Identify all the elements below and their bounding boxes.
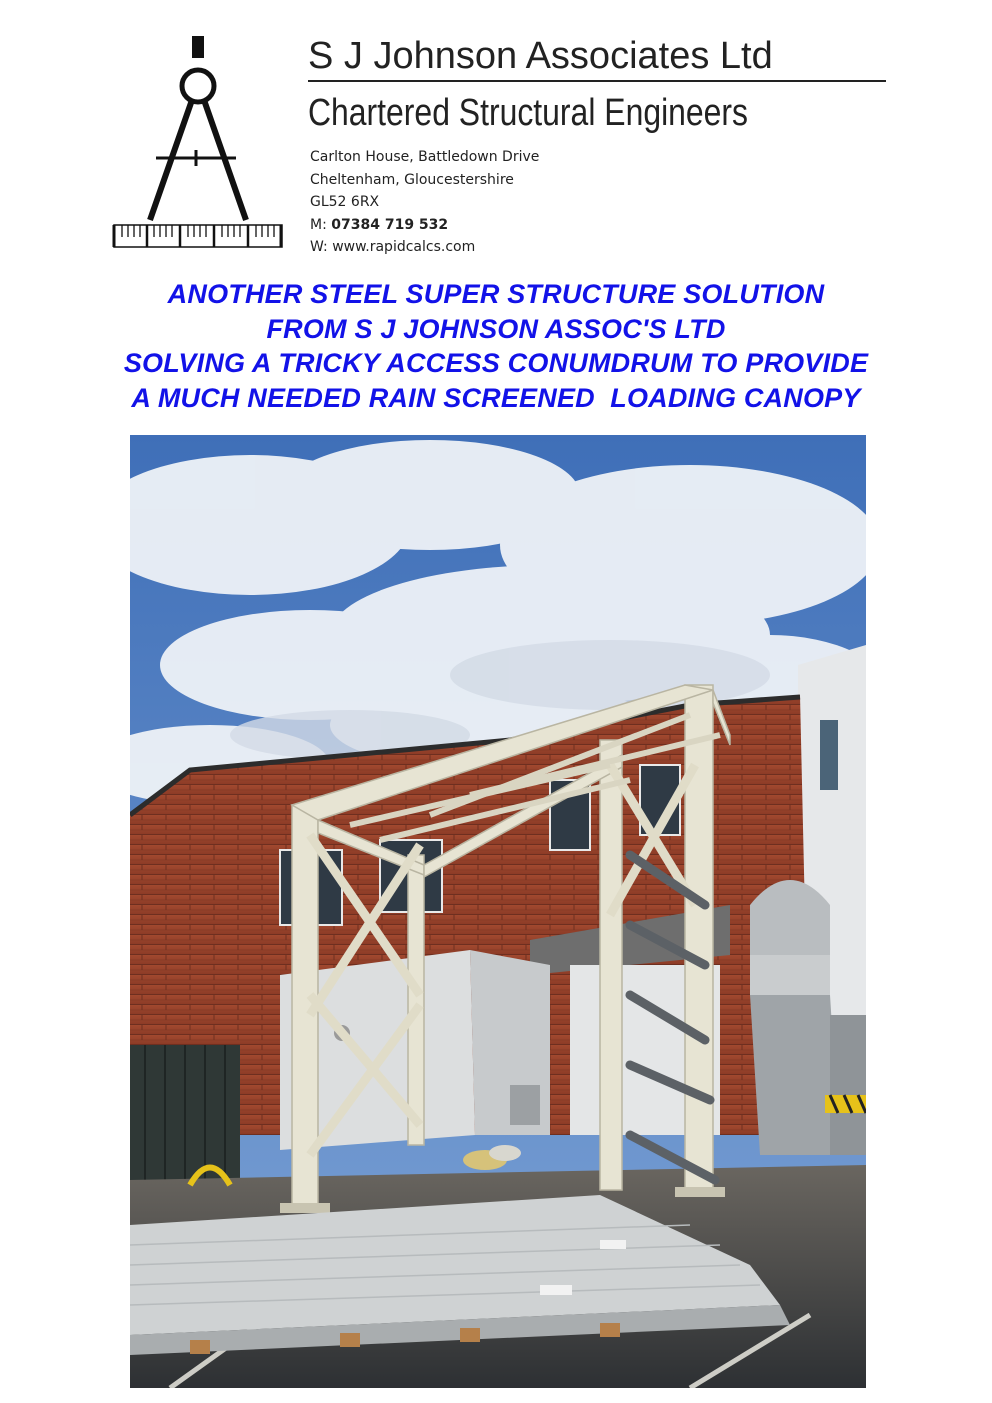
address-line-3: GL52 6RX [310, 194, 380, 210]
company-logo [108, 32, 288, 252]
compass-ruler-icon [108, 32, 288, 252]
steel-canopy-frame-photo-icon [130, 435, 866, 1388]
address-line-2: Cheltenham, Gloucestershire [310, 171, 514, 188]
headline-line-2: FROM S J JOHNSON ASSOC'S LTD [266, 313, 726, 344]
canopy-photo [130, 435, 866, 1388]
website-link[interactable]: www.rapidcalcs.com [332, 239, 476, 255]
website-label: W: [310, 239, 328, 255]
contact-block [310, 146, 539, 259]
headline-line-4: A MUCH NEEDED RAIN SCREENED LOADING CANOPY [131, 382, 861, 413]
website-line [310, 236, 539, 259]
mobile-label: M: [310, 216, 327, 233]
company-name: S J Johnson Associates Ltd [308, 35, 773, 77]
headline-line-1: ANOTHER STEEL SUPER STRUCTURE SOLUTION [167, 279, 825, 309]
address-line-1: Carlton House, Battledown Drive [310, 149, 540, 165]
company-tagline: Chartered Structural Engineers [308, 92, 749, 134]
header-divider [308, 80, 886, 82]
headline [40, 277, 952, 415]
headline-line-3: SOLVING A TRICKY ACCESS CONUMDRUM TO PROVIDE [123, 348, 869, 378]
mobile-line [310, 214, 539, 237]
mobile-number[interactable]: 07384 719 532 [331, 216, 449, 233]
